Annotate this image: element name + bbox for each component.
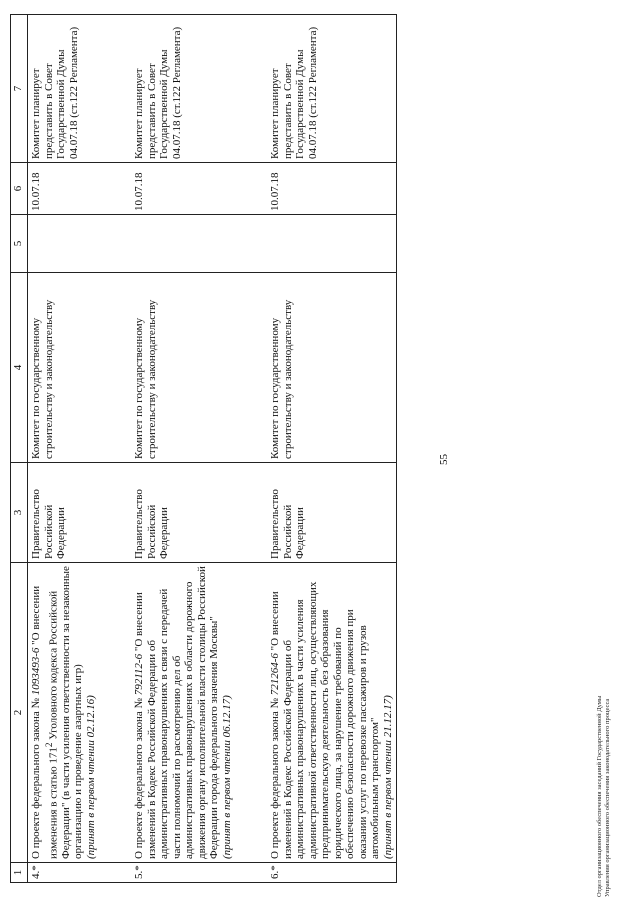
adopted-note: (принят в первом чтении 02.12.16) xyxy=(84,695,97,859)
table-row xyxy=(131,15,235,883)
adopted-note: (принят в первом чтении 21.12.17) xyxy=(381,695,394,859)
header-col-2: 2 xyxy=(11,563,28,863)
row-number: 5.* xyxy=(131,863,235,883)
bill-description xyxy=(131,563,235,863)
page-number: 55 xyxy=(438,454,450,465)
header-col-4: 4 xyxy=(11,273,28,463)
note: Комитет планирует представить в Совет Государственной Думы 04.07.18 (ст.122 Регламента) xyxy=(28,15,100,163)
bill-description xyxy=(28,563,100,863)
committee: Комитет по государственному строительству и законодательству xyxy=(267,273,397,463)
bill-number: 1093493-6 xyxy=(30,647,42,696)
footer xyxy=(596,696,612,897)
header-col-1: 1 xyxy=(11,863,28,883)
col5-cell xyxy=(267,215,397,273)
initiator: Правительство Российской Федерации xyxy=(28,463,100,563)
bill-title: "О внесении изменений в Кодекс Российской Федерации об административных правонарушениях в части усиления административной ответственности лиц, осуществляющих предпринимательскую деятельность без образования юридического лица, за нарушение требований по обеспечению безопасности дорожного движения при оказании услуг по перевозке пассажиров и грузов автомобильным транспортом" xyxy=(269,581,382,859)
header-col-3: 3 xyxy=(11,463,28,563)
footer-line-2: Управления организационного обеспечения законодательного процесса xyxy=(604,698,611,897)
bill-title: "О внесении изменений в Кодекс Российской Федерации об административных правонарушениях в связи с передачей части полномочий по рассмотрению дел об административных правонарушениях в области дорожного движения органу исполнительной власти столицы Российской Федерации города федерального значения Москвы" xyxy=(133,566,221,859)
note: Комитет планирует представить в Совет Государственной Думы 04.07.18 (ст.122 Регламента) xyxy=(131,15,235,163)
date: 10.07.18 xyxy=(131,163,235,215)
table-row xyxy=(267,15,397,883)
date: 10.07.18 xyxy=(267,163,397,215)
table-header-row xyxy=(11,15,28,883)
footer-line-1: Отдел организационного обеспечения заседаний Государственной Думы xyxy=(596,695,603,897)
row-number: 6.* xyxy=(267,863,397,883)
bill-lead: О проекте федерального закона № xyxy=(269,695,282,859)
initiator: Правительство Российской Федерации xyxy=(131,463,235,563)
bill-lead: О проекте федерального закона № xyxy=(30,695,42,859)
initiator: Правительство Российской Федерации xyxy=(267,463,397,563)
committee: Комитет по государственному строительству и законодательству xyxy=(28,273,100,463)
bill-number: 792112-6 xyxy=(133,653,146,696)
header-col-7: 7 xyxy=(11,15,28,163)
adopted-note: (принят в первом чтении 06.12.17) xyxy=(220,695,233,859)
header-col-6: 6 xyxy=(11,163,28,215)
bill-number: 721264-6 xyxy=(269,653,282,696)
header-col-5: 5 xyxy=(11,215,28,273)
col5-cell xyxy=(28,215,100,273)
committee: Комитет по государственному строительству и законодательству xyxy=(131,273,235,463)
bill-title-rest: Уголовного кодекса Российской Федерации" (в части усиления ответственности за незаконные организацию и проведение азартных игр) xyxy=(47,566,85,859)
bill-lead: О проекте федерального закона № xyxy=(133,695,146,859)
bill-title: "О внесении изменения в статью 171 xyxy=(30,585,60,859)
note: Комитет планирует представить в Совет Государственной Думы 04.07.18 (ст.122 Регламента) xyxy=(267,15,397,163)
row-number: 4.* xyxy=(28,863,100,883)
col5-cell xyxy=(131,215,235,273)
date: 10.07.18 xyxy=(28,163,100,215)
table-row xyxy=(28,15,100,883)
bill-title-sup: 2 xyxy=(43,742,54,748)
bill-description xyxy=(267,563,397,863)
bills-table xyxy=(10,14,397,883)
